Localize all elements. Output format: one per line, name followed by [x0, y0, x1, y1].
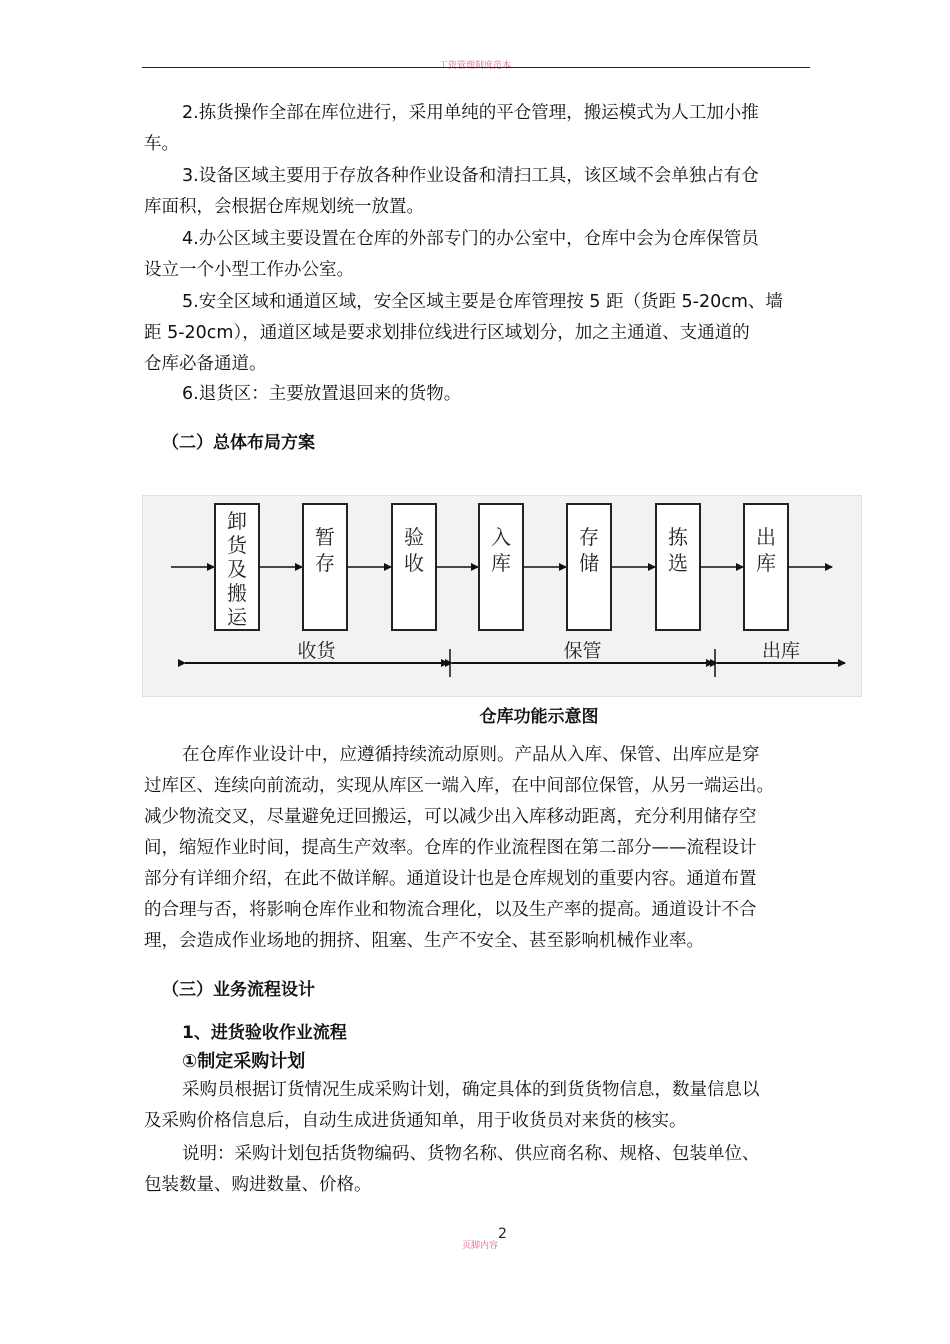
flow-box-label: 储 — [579, 551, 599, 575]
flow-box-label: 验 — [404, 525, 424, 549]
paragraph-safety-area — [144, 287, 808, 380]
paragraph-flow-principle — [144, 740, 808, 957]
figure-caption: 仓库功能示意图 — [479, 707, 599, 727]
text-line: 距 5-20cm），通道区域是要求划排位线进行区域划分，加之主通道、支通道的 — [144, 323, 750, 343]
flow-box-label: 拣 — [668, 525, 688, 549]
flow-box-label: 入 — [491, 525, 511, 549]
flow-box-label: 选 — [668, 551, 688, 575]
page-footer: 页脚内容 — [462, 1241, 499, 1251]
paragraph-note — [144, 1139, 808, 1201]
flow-box-label: 存 — [579, 525, 599, 549]
text-line: 过库区、连续向前流动，实现从库区一端入库，在中间部位保管，从另一端运出。 — [144, 776, 774, 796]
subheading-receiving: 1、进货验收作业流程 — [182, 1023, 347, 1043]
paragraph-picking — [144, 98, 808, 160]
paragraph-return-area — [144, 379, 808, 410]
text-line: 采购员根据订货情况生成采购计划，确定具体的到货货物信息，数量信息以 — [182, 1080, 760, 1100]
flow-box-label: 卸 — [227, 509, 247, 533]
text-line: 4.办公区域主要设置在仓库的外部专门的办公室中，仓库中会为仓库保管员 — [182, 229, 759, 249]
flow-box-label: 搬 — [227, 581, 247, 605]
flow-box-label: 收 — [404, 551, 424, 575]
section-heading-process: （三）业务流程设计 — [162, 980, 315, 1000]
flow-box-label: 及 — [227, 557, 247, 581]
page-number: 2 — [498, 1226, 507, 1242]
flow-box-label: 库 — [491, 551, 511, 575]
group-label: 收货 — [297, 640, 336, 662]
text-line: 2.拣货操作全部在库位进行，采用单纯的平仓管理，搬运模式为人工加小推 — [182, 103, 759, 123]
group-label: 出库 — [761, 640, 801, 662]
paragraph-equipment-area — [144, 161, 808, 223]
flow-box-label: 存 — [315, 551, 335, 575]
text-line: 5.安全区域和通道区域，安全区域主要是仓库管理按 5 距（货距 5-20cm、墙 — [182, 292, 783, 312]
paragraph-office-area — [144, 224, 808, 286]
group-label: 保管 — [563, 640, 602, 662]
text-line: 减少物流交叉，尽量避免迂回搬运，可以减少出入库移动距离，充分利用储存空 — [144, 807, 757, 827]
text-line: 说明：采购计划包括货物编码、货物名称、供应商名称、规格、包装单位、 — [182, 1144, 760, 1164]
text-line: 的合理与否，将影响仓库作业和物流合理化，以及生产率的提高。通道设计不合 — [144, 900, 757, 920]
text-line: 理，会造成作业场地的拥挤、阻塞、生产不安全、甚至影响机械作业率。 — [144, 931, 704, 951]
text-line: 车。 — [144, 134, 179, 154]
text-line: 及采购价格信息后，自动生成进货通知单，用于收货员对来货的核实。 — [144, 1111, 687, 1131]
text-line: 设立一个小型工作办公室。 — [144, 260, 354, 280]
subheading-purchase-plan: ①制定采购计划 — [182, 1051, 306, 1072]
diagram-svg — [143, 496, 863, 698]
section-heading-layout: （二）总体布局方案 — [162, 433, 315, 453]
warehouse-function-diagram — [142, 495, 862, 697]
header-divider — [142, 67, 810, 68]
group-lines — [185, 640, 845, 677]
text-line: 包装数量、购进数量、价格。 — [144, 1175, 372, 1195]
flow-box-label: 出 — [756, 525, 776, 549]
text-line: 仓库必备通道。 — [144, 354, 267, 374]
page-header: 工资管理制度范本 — [438, 61, 511, 71]
flow-box-label: 运 — [227, 605, 247, 629]
text-line: 部分有详细介绍，在此不做详解。通道设计也是仓库规划的重要内容。通道布置 — [144, 869, 757, 889]
flow-box-label: 货 — [227, 533, 247, 557]
paragraph-purchase-plan — [144, 1075, 808, 1137]
text-line: 库面积，会根据仓库规划统一放置。 — [144, 197, 424, 217]
flow-box-label: 暂 — [315, 525, 335, 549]
text-line: 间，缩短作业时间，提高生产效率。仓库的作业流程图在第二部分——流程设计 — [144, 838, 757, 858]
text-line: 3.设备区域主要用于存放各种作业设备和清扫工具，该区域不会单独占有仓 — [182, 166, 759, 186]
flow-box-label: 库 — [756, 551, 776, 575]
text-line: 6.退货区：主要放置退回来的货物。 — [182, 384, 462, 404]
text-line: 在仓库作业设计中，应遵循持续流动原则。产品从入库、保管、出库应是穿 — [182, 745, 760, 765]
